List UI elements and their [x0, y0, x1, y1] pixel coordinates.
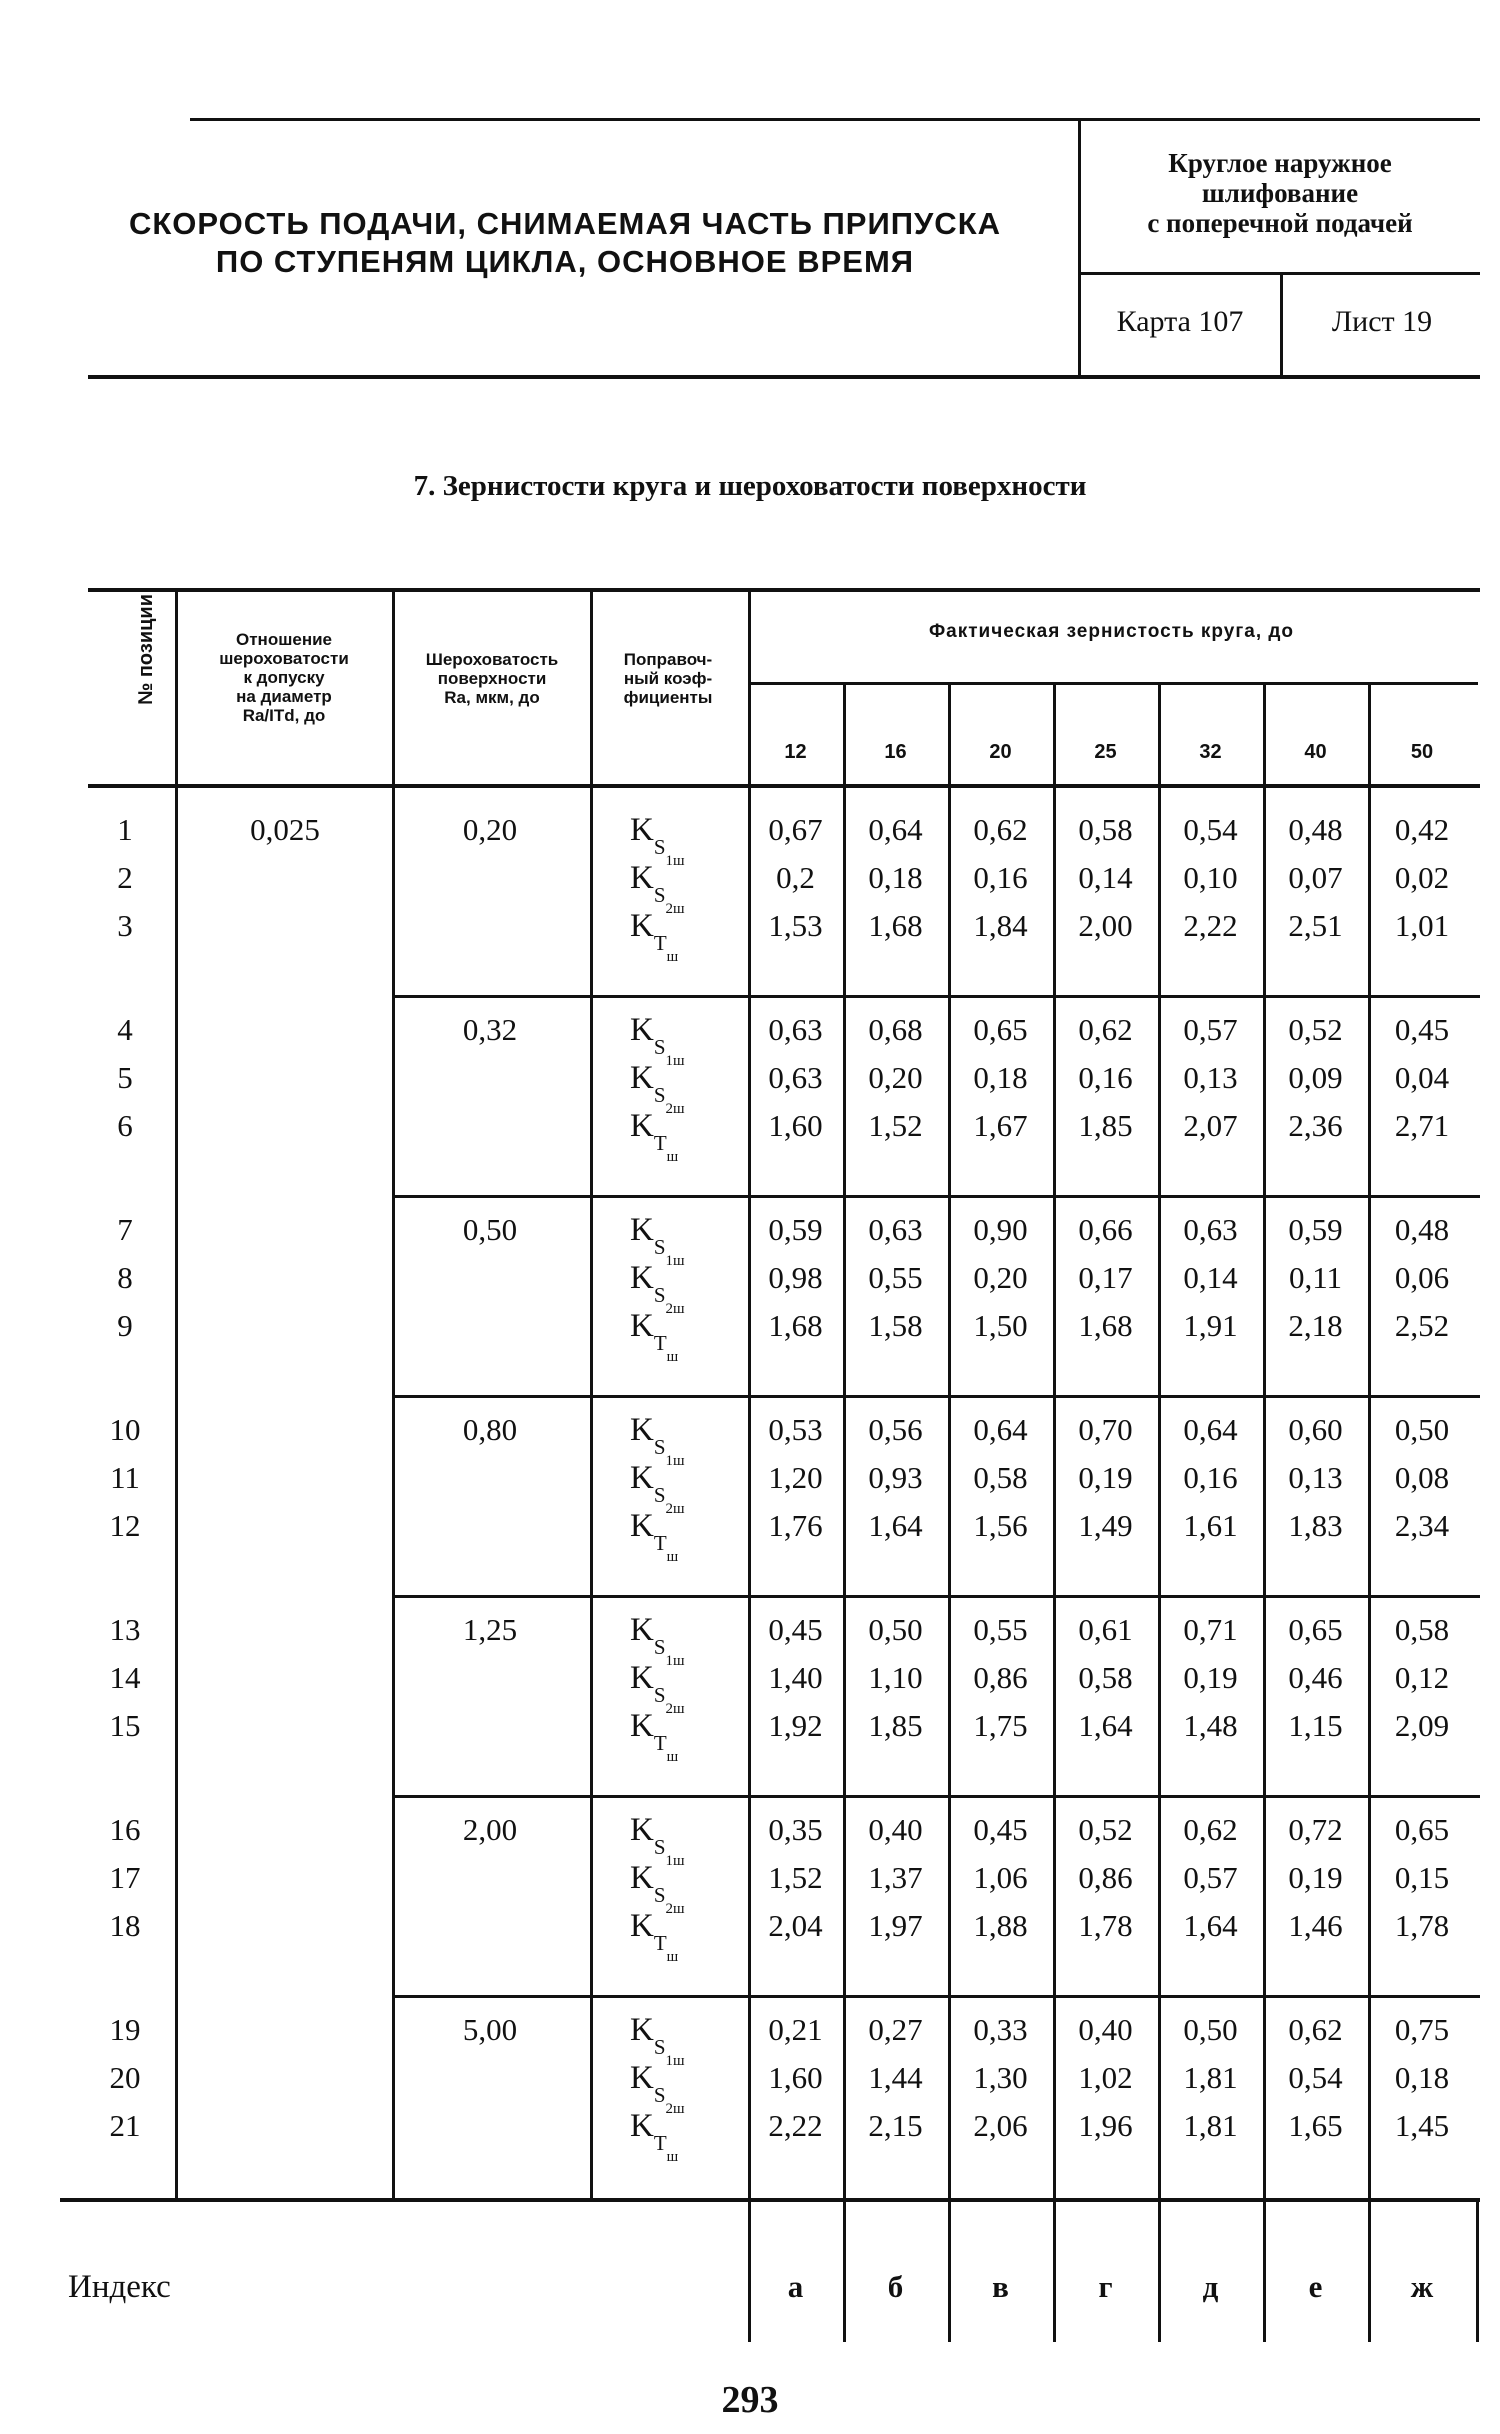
coefficient-label: $K_{T_ш}$	[630, 1908, 679, 1965]
position-number: 9	[117, 1308, 133, 1343]
position-number: 11	[110, 1460, 140, 1495]
operation-line2: шлифование	[1201, 178, 1359, 208]
table-cell: 0,93	[868, 1460, 923, 1495]
coefficient-label: $K_{S_{1ш}}$	[630, 1212, 685, 1269]
table-cell: 1,58	[868, 1308, 923, 1343]
group-separator	[392, 1995, 1480, 1998]
table-cell: 0,52	[1288, 1012, 1343, 1047]
coefficient-label: $K_{T_ш}$	[630, 2108, 679, 2165]
table-cell: 0,52	[1078, 1812, 1133, 1847]
table-cell: 1,64	[1078, 1708, 1133, 1743]
table-cell: 0,60	[1288, 1412, 1343, 1447]
table-cell: 0,58	[1078, 812, 1133, 847]
page-number: 293	[721, 2379, 779, 2421]
table-cell: 1,81	[1183, 2060, 1238, 2095]
table-cell: 0,90	[973, 1212, 1028, 1247]
position-number: 20	[109, 2060, 141, 2095]
table-cell: 0,15	[1394, 1860, 1450, 1895]
table-cell: 1,44	[868, 2060, 923, 2095]
table-cell: 0,18	[973, 1060, 1028, 1095]
grain-size-header: 20	[989, 741, 1012, 763]
table-cell: 1,37	[868, 1860, 923, 1895]
table-cell: 0,46	[1288, 1660, 1343, 1695]
table-cell: 0,62	[1078, 1012, 1133, 1047]
table-cell: 0,04	[1394, 1060, 1450, 1095]
roughness-value: 2,00	[462, 1812, 518, 1847]
position-number: 7	[117, 1212, 133, 1247]
table-cell: 1,46	[1288, 1908, 1343, 1943]
table-cell: 0,16	[973, 860, 1028, 895]
sheet-number: Лист 19	[1331, 305, 1433, 338]
header-card-divider	[1280, 273, 1283, 375]
table-cell: 0,63	[768, 1012, 823, 1047]
table-cell: 0,65	[973, 1012, 1028, 1047]
table-cell: 1,97	[868, 1908, 923, 1943]
roughness-value: 0,32	[462, 1012, 518, 1047]
table-cell: 0,55	[973, 1612, 1028, 1647]
position-number: 17	[109, 1860, 141, 1895]
table-cell: 2,00	[1078, 908, 1133, 943]
header-ratio-line: к допуску	[243, 668, 325, 687]
position-number: 15	[109, 1708, 141, 1743]
position-number: 10	[109, 1412, 141, 1447]
table-cell: 1,45	[1394, 2108, 1450, 2143]
table-cell: 2,07	[1183, 1108, 1238, 1143]
table-cell: 0,98	[768, 1260, 823, 1295]
position-number: 14	[109, 1660, 141, 1695]
index-value: ж	[1410, 2269, 1434, 2304]
table-header-bottom-rule	[88, 784, 1480, 788]
table-cell: 0,13	[1183, 1060, 1238, 1095]
position-number: 12	[109, 1508, 141, 1543]
header-ratio-line: шероховатости	[219, 649, 349, 668]
roughness-value: 1,25	[462, 1612, 518, 1647]
position-number: 1	[117, 812, 133, 847]
table-cell: 2,09	[1394, 1708, 1450, 1743]
document-title	[80, 205, 1050, 281]
table-cell: 1,01	[1394, 908, 1450, 943]
group-separator	[392, 1595, 1480, 1598]
header-ratio-line: Отношение	[236, 630, 332, 649]
table-cell: 0,08	[1394, 1460, 1450, 1495]
coefficient-label: $K_{S_{1ш}}$	[630, 1012, 685, 1069]
grain-size-header: 50	[1410, 741, 1434, 763]
header-divider	[1078, 120, 1081, 377]
table-cell: 1,52	[868, 1108, 923, 1143]
table-cell: 0,64	[973, 1412, 1028, 1447]
grain-size-header: 40	[1304, 741, 1327, 763]
table-cell: 0,2	[776, 860, 815, 895]
header-ratio	[178, 630, 390, 725]
table-cell: 0,48	[1288, 812, 1343, 847]
group-separator	[392, 1395, 1480, 1398]
grain-size-header: 12	[784, 741, 807, 763]
table-cell: 1,78	[1394, 1908, 1450, 1943]
coefficient-label: $K_{S_{1ш}}$	[630, 1812, 685, 1869]
coefficient-label: $K_{S_{2ш}}$	[630, 1060, 685, 1117]
table-cell: 0,59	[768, 1212, 823, 1247]
table-cell: 0,61	[1078, 1612, 1133, 1647]
position-number: 16	[109, 1812, 141, 1847]
table-cell: 0,17	[1078, 1260, 1133, 1295]
table-cell: 0,19	[1183, 1660, 1238, 1695]
table-cell: 0,86	[973, 1660, 1028, 1695]
table-cell: 1,52	[768, 1860, 823, 1895]
header-coefficients-line: Поправоч-	[623, 650, 713, 669]
table-cell: 0,71	[1183, 1612, 1238, 1647]
table-cell: 0,62	[1183, 1812, 1238, 1847]
table-cell: 0,11	[1288, 1260, 1343, 1295]
header-ratio-line: Ra/ITd, до	[242, 706, 326, 725]
table-cell: 1,76	[768, 1508, 823, 1543]
card-number: Карта 107	[1116, 305, 1244, 338]
table-cell: 0,21	[768, 2012, 823, 2047]
table-cell: 1,61	[1183, 1508, 1238, 1543]
table-cell: 0,65	[1288, 1612, 1343, 1647]
operation-line3: с поперечной подачей	[1147, 208, 1413, 238]
table-cell: 0,75	[1394, 2012, 1450, 2047]
table-cell: 1,40	[768, 1660, 823, 1695]
header-roughness-line: Шероховатость	[425, 650, 559, 669]
table-cell: 0,10	[1183, 860, 1238, 895]
table-cell: 1,83	[1288, 1508, 1343, 1543]
table-cell: 1,64	[868, 1508, 923, 1543]
table-cell: 0,70	[1078, 1412, 1133, 1447]
table-cell: 0,67	[768, 812, 823, 847]
table-cell: 2,34	[1394, 1508, 1450, 1543]
table-cell: 0,09	[1288, 1060, 1343, 1095]
table-cell: 1,92	[768, 1708, 823, 1743]
coefficient-label: $K_{S_{2ш}}$	[630, 1260, 685, 1317]
operation-line1: Круглое наружное	[1168, 148, 1392, 178]
operation-name	[1085, 148, 1475, 238]
section-title: 7. Зернистости круга и шероховатости поверхности	[413, 470, 1087, 502]
document-title-line1: СКОРОСТЬ ПОДАЧИ, СНИМАЕМАЯ ЧАСТЬ ПРИПУСКА	[128, 206, 1002, 241]
table-cell: 1,53	[768, 908, 823, 943]
table-cell: 2,06	[973, 2108, 1028, 2143]
coefficient-label: $K_{S_{2ш}}$	[630, 1860, 685, 1917]
table-cell: 0,14	[1078, 860, 1133, 895]
table-cell: 0,62	[1288, 2012, 1343, 2047]
position-number: 2	[117, 860, 133, 895]
table-cell: 1,68	[1078, 1308, 1133, 1343]
table-cell: 0,18	[1394, 2060, 1450, 2095]
table-cell: 0,63	[1183, 1212, 1238, 1247]
position-number: 4	[117, 1012, 133, 1047]
table-top-rule	[88, 588, 1480, 592]
table-cell: 0,06	[1394, 1260, 1450, 1295]
table-cell: 0,62	[973, 812, 1028, 847]
position-number: 21	[109, 2108, 141, 2143]
coefficient-label: $K_{S_{1ш}}$	[630, 1412, 685, 1469]
table-cell: 1,06	[973, 1860, 1028, 1895]
table-cell: 2,18	[1288, 1308, 1343, 1343]
header-roughness	[396, 650, 588, 707]
header-position: № позиции	[135, 593, 157, 705]
table-cell: 1,15	[1288, 1708, 1343, 1743]
grain-size-header: 16	[884, 741, 907, 763]
coefficient-label: $K_{T_ш}$	[630, 1508, 679, 1565]
table-cell: 0,50	[1394, 1412, 1450, 1447]
table-cell: 1,85	[1078, 1108, 1133, 1143]
coefficient-label: $K_{S_{1ш}}$	[630, 812, 685, 869]
table-cell: 0,50	[1183, 2012, 1238, 2047]
table-cell: 1,64	[1183, 1908, 1238, 1943]
table-cell: 0,14	[1183, 1260, 1238, 1295]
coefficient-label: $K_{T_ш}$	[630, 1308, 679, 1365]
table-cell: 1,50	[973, 1308, 1028, 1343]
document-title-line2: ПО СТУПЕНЯМ ЦИКЛА, ОСНОВНОЕ ВРЕМЯ	[215, 244, 915, 279]
group-separator	[392, 995, 1480, 998]
table-cell: 1,67	[973, 1108, 1028, 1143]
grain-size-header: 32	[1199, 741, 1222, 763]
roughness-value: 5,00	[462, 2012, 518, 2047]
index-label: Индекс	[68, 2269, 171, 2305]
roughness-value: 0,20	[462, 812, 518, 847]
table-cell: 2,52	[1394, 1308, 1450, 1343]
index-value: б	[887, 2269, 904, 2304]
table-cell: 0,42	[1394, 812, 1450, 847]
table-cell: 0,40	[1078, 2012, 1133, 2047]
grain-size-header: 25	[1094, 741, 1117, 763]
table-cell: 0,19	[1288, 1860, 1343, 1895]
position-number: 8	[117, 1260, 133, 1295]
group-separator	[392, 1795, 1480, 1798]
coefficient-label: $K_{S_{1ш}}$	[630, 2012, 685, 2069]
coefficient-label: $K_{T_ш}$	[630, 1108, 679, 1165]
table-cell: 0,54	[1288, 2060, 1343, 2095]
header-top-rule	[190, 118, 1480, 121]
table-cell: 0,45	[1394, 1012, 1450, 1047]
table-cell: 1,02	[1078, 2060, 1133, 2095]
coefficient-label: $K_{S_{2ш}}$	[630, 860, 685, 917]
table-cell: 0,48	[1394, 1212, 1450, 1247]
roughness-value: 0,50	[462, 1212, 518, 1247]
index-value: а	[787, 2269, 804, 2304]
table-cell: 0,50	[868, 1612, 923, 1647]
table-cell: 0,64	[1183, 1412, 1238, 1447]
table-cell: 0,20	[868, 1060, 923, 1095]
table-cell: 0,07	[1288, 860, 1343, 895]
table-cell: 1,20	[768, 1460, 823, 1495]
table-cell: 2,22	[768, 2108, 823, 2143]
table-cell: 2,36	[1288, 1108, 1343, 1143]
table-cell: 0,27	[868, 2012, 923, 2047]
header-coefficients	[594, 650, 742, 707]
table-cell: 2,04	[768, 1908, 823, 1943]
table-cell: 1,48	[1183, 1708, 1238, 1743]
table-cell: 0,54	[1183, 812, 1238, 847]
group-separator	[392, 1195, 1480, 1198]
table-cell: 1,91	[1183, 1308, 1238, 1343]
table-cell: 1,78	[1078, 1908, 1133, 1943]
table-cell: 0,55	[868, 1260, 923, 1295]
table-cell: 0,53	[768, 1412, 823, 1447]
header-coefficients-line: ный коэф-	[623, 669, 713, 688]
index-value: г	[1098, 2269, 1113, 2304]
position-number: 5	[117, 1060, 133, 1095]
table-cell: 0,16	[1078, 1060, 1133, 1095]
header-roughness-line: Ra, мкм, до	[444, 688, 540, 707]
table-cell: 1,96	[1078, 2108, 1133, 2143]
table-cell: 1,56	[973, 1508, 1028, 1543]
table-cell: 0,72	[1288, 1812, 1343, 1847]
table-cell: 0,45	[973, 1812, 1028, 1847]
coefficient-label: $K_{S_{2ш}}$	[630, 1460, 685, 1517]
table-cell: 0,64	[868, 812, 923, 847]
table-cell: 1,60	[768, 2060, 823, 2095]
roughness-value: 0,80	[462, 1412, 518, 1447]
table-cell: 2,71	[1394, 1108, 1450, 1143]
table-cell: 1,30	[973, 2060, 1028, 2095]
index-value: в	[992, 2269, 1009, 2304]
coefficient-label: $K_{T_ш}$	[630, 1708, 679, 1765]
coefficient-label: $K_{S_{1ш}}$	[630, 1612, 685, 1669]
table-cell: 1,10	[868, 1660, 923, 1695]
coefficient-label: $K_{S_{2ш}}$	[630, 1660, 685, 1717]
header-grain-group: Фактическая зернистость круга, до	[928, 621, 1295, 642]
table-cell: 0,58	[1394, 1612, 1450, 1647]
table-cell: 1,65	[1288, 2108, 1343, 2143]
table-cell: 1,84	[973, 908, 1028, 943]
table-cell: 0,63	[868, 1212, 923, 1247]
index-value: е	[1308, 2269, 1323, 2304]
table-cell: 1,81	[1183, 2108, 1238, 2143]
index-value: д	[1202, 2269, 1219, 2304]
table-cell: 1,88	[973, 1908, 1028, 1943]
table-cell: 0,59	[1288, 1212, 1343, 1247]
position-number: 18	[109, 1908, 141, 1943]
position-number: 6	[117, 1108, 133, 1143]
position-number: 19	[109, 2012, 141, 2047]
table-cell: 0,63	[768, 1060, 823, 1095]
table-cell: 0,19	[1078, 1460, 1133, 1495]
table-cell: 2,15	[868, 2108, 923, 2143]
table-cell: 0,58	[1078, 1660, 1133, 1695]
table-cell: 0,20	[973, 1260, 1028, 1295]
header-ratio-line: на диаметр	[236, 687, 332, 706]
table-cell: 0,66	[1078, 1212, 1133, 1247]
table-cell: 0,18	[868, 860, 923, 895]
table-cell: 0,35	[768, 1812, 823, 1847]
table-cell: 0,33	[973, 2012, 1028, 2047]
table-cell: 1,75	[973, 1708, 1028, 1743]
header-coefficients-line: фициенты	[623, 688, 713, 707]
table-cell: 0,57	[1183, 1860, 1238, 1895]
coefficient-label: $K_{S_{2ш}}$	[630, 2060, 685, 2117]
table-cell: 0,02	[1394, 860, 1450, 895]
table-cell: 0,12	[1394, 1660, 1450, 1695]
position-number: 13	[109, 1612, 141, 1647]
table-cell: 0,86	[1078, 1860, 1133, 1895]
coefficient-label: $K_{T_ш}$	[630, 908, 679, 965]
table-bottom-rule	[60, 2198, 1480, 2202]
table-cell: 0,13	[1288, 1460, 1343, 1495]
table-cell: 2,22	[1183, 908, 1238, 943]
ratio-value: 0,025	[250, 812, 320, 847]
table-cell: 0,45	[768, 1612, 823, 1647]
table-cell: 0,16	[1183, 1460, 1238, 1495]
table-cell: 1,68	[768, 1308, 823, 1343]
table-cell: 0,68	[868, 1012, 923, 1047]
table-cell: 1,60	[768, 1108, 823, 1143]
table-cell: 1,68	[868, 908, 923, 943]
table-cell: 0,58	[973, 1460, 1028, 1495]
table-cell: 1,85	[868, 1708, 923, 1743]
column-divider-position	[175, 590, 178, 2200]
table-cell: 2,51	[1288, 908, 1343, 943]
index-column-divider	[1476, 2202, 1479, 2342]
position-number: 3	[117, 908, 133, 943]
table-cell: 0,57	[1183, 1012, 1238, 1047]
table-cell: 0,56	[868, 1412, 923, 1447]
table-cell: 0,65	[1394, 1812, 1450, 1847]
header-bottom-rule	[88, 375, 1480, 379]
header-roughness-line: поверхности	[437, 669, 547, 688]
table-cell: 1,49	[1078, 1508, 1133, 1543]
table-cell: 0,40	[868, 1812, 923, 1847]
